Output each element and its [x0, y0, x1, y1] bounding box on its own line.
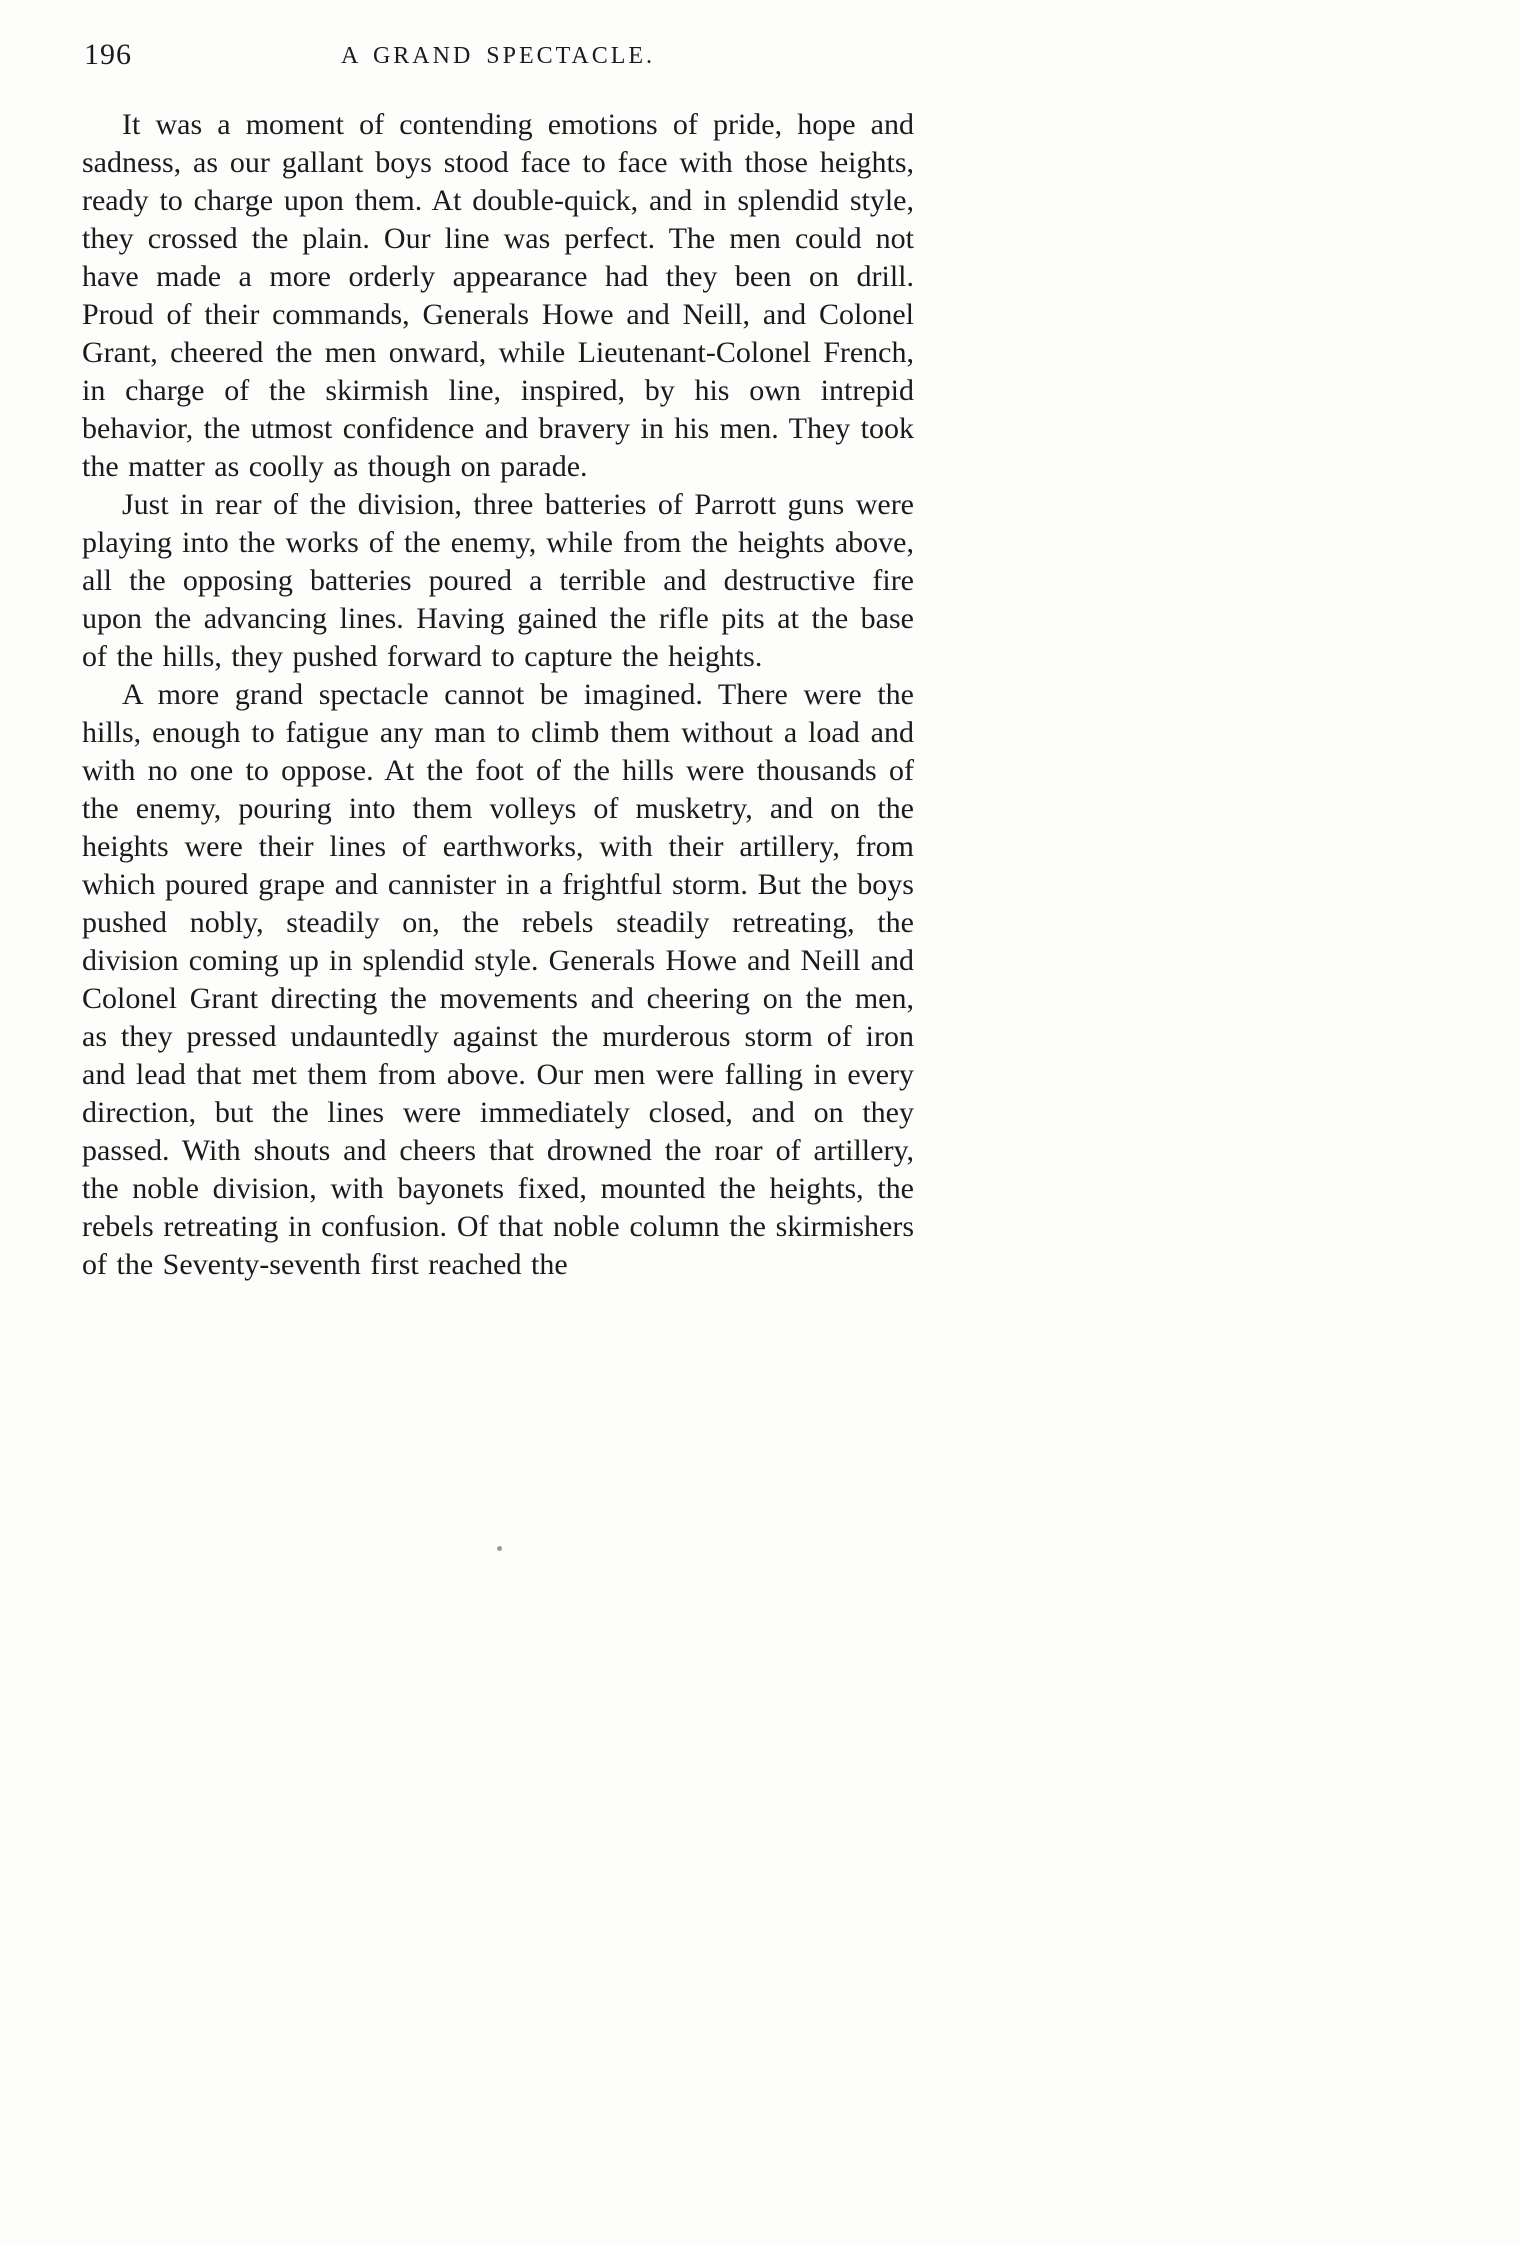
- page-header: [82, 38, 914, 80]
- paragraph-2: Just in rear of the division, three batteries of Parrott guns were playing into the works of the enemy, while from the heights above, all the opposing batteries poured a terrible and destructive fire upon the advancing lines. Having gained the rifle pits at the base of the hills, they pushed forward to capture the heights.: [82, 488, 914, 673]
- scan-artifact: [497, 1546, 502, 1551]
- paragraph-1: It was a moment of contending emotions of pride, hope and sadness, as our gallant boys stood face to face with those heights, ready to charge upon them. At double-quick, and in splendid style, they crossed the plain. Our line was perfect. The men could not have made a more orderly appearance had they been on drill. Proud of their commands, Generals Howe and Neill, and Colonel Grant, cheered the men onward, while Lieutenant-Colonel French, in charge of the skirmish line, inspired, by his own intrepid behavior, the utmost confidence and bravery in his men. They took the matter as coolly as though on parade.: [82, 108, 914, 483]
- body-text: [82, 106, 914, 1284]
- paragraph-3: A more grand spectacle cannot be imagined. There were the hills, enough to fatigue any man to climb them without a load and with no one to oppose. At the foot of the hills were thousands of the enemy, pouring into them volleys of musketry, and on the heights were their lines of earthworks, with their artillery, from which poured grape and cannister in a frightful storm. But the boys pushed nobly, steadily on, the rebels steadily retreating, the division coming up in splendid style. Generals Howe and Neill and Colonel Grant directing the movements and cheering on the men, as they pressed undauntedly against the murderous storm of iron and lead that met them from above. Our men were falling in every direction, but the lines were immediately closed, and on they passed. With shouts and cheers that drowned the roar of artillery, the noble division, with bayonets fixed, mounted the heights, the rebels retreating in confusion. Of that noble column the skirmishers of the Seventy-seventh first reached the: [82, 678, 914, 1281]
- page-content: [82, 38, 914, 1284]
- running-header: A GRAND SPECTACLE.: [340, 43, 656, 69]
- page-number: 196: [84, 38, 132, 71]
